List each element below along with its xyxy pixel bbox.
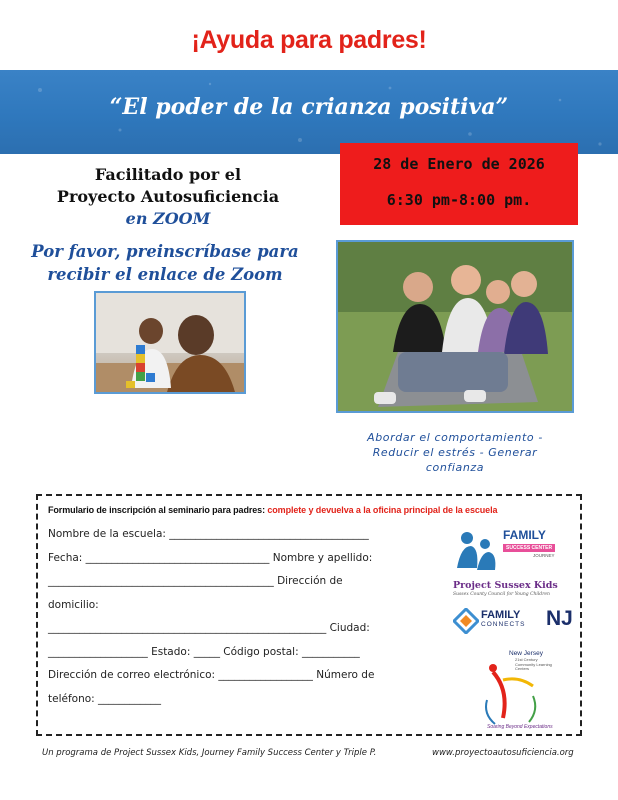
connects-diamond-icon [453, 608, 479, 634]
form-line-address[interactable]: ___________________________________________ Dirección de [48, 575, 343, 587]
family-illustration [338, 242, 574, 413]
form-fields [48, 523, 413, 711]
title-banner [0, 70, 618, 154]
family-success-center-logo [453, 526, 578, 578]
footer-website-link[interactable]: www.proyectoautosuficiencia.org [432, 748, 574, 758]
psk-tagline: Sussex County Council for Young Children [453, 592, 550, 597]
banner-title: “El poder de la crianza positiva” [109, 94, 509, 120]
soaring-figure-icon [473, 657, 553, 730]
fsc-journey-text: JOURNEY [533, 553, 555, 558]
nj21-slogan: Soaring Beyond Expectations [487, 724, 553, 730]
facilitator-line-1: Facilitado por el [94, 165, 242, 184]
caption-line-2: Reducir el estrés - Generar [372, 446, 538, 459]
photo-caption [330, 430, 580, 475]
family-photo [336, 240, 574, 413]
nj-21st-century-logo [453, 650, 578, 730]
form-title-instruction: complete y devuelva a la oficina principal de la escuela [267, 505, 498, 515]
nj21-state-text: New Jersey [509, 650, 543, 657]
prereg-line-1: Por favor, preinscríbase para [31, 242, 299, 261]
caption-line-3: confianza [425, 461, 485, 474]
form-line-city[interactable]: _____________________________________________________ Ciudad: [48, 622, 370, 634]
nj21-program-text: 21st Century Community Learning Centers [515, 657, 552, 671]
event-time: 6:30 pm-8:00 pm. [386, 191, 532, 209]
father-child-photo [94, 291, 246, 394]
form-line-phone[interactable]: teléfono: ____________ [48, 692, 162, 705]
form-line-email-phone[interactable]: Dirección de correo electrónico: __________________ Número de [48, 669, 375, 681]
father-child-illustration [96, 293, 246, 394]
form-title-label: Formulario de inscripción al seminario para padres: [48, 505, 265, 515]
fsc-family-text: FAMILY [503, 528, 546, 542]
form-title [48, 505, 497, 515]
psk-name: Project Sussex Kids [453, 580, 558, 591]
form-line-domicile: domicilio: [48, 598, 99, 611]
facilitator-line-3: en ZOOM [125, 209, 211, 228]
facilitator-block [18, 164, 318, 230]
form-line-school[interactable]: Nombre de la escuela: ______________________________________ [48, 528, 369, 540]
project-sussex-kids-logo [453, 580, 578, 597]
prereg-line-2: recibir el enlace de Zoom [47, 265, 283, 284]
event-date-box [340, 143, 578, 225]
event-date: 28 de Enero de 2026 [373, 155, 545, 173]
form-line-date-name[interactable]: Fecha: ___________________________________ Nombre y apellido: [48, 551, 373, 564]
preregistration-note [10, 240, 320, 286]
fc-nj-text: NJ [546, 607, 573, 630]
family-connects-nj-logo [453, 606, 578, 636]
registration-form [36, 494, 582, 736]
facilitator-line-2: Proyecto Autosuficiencia [56, 187, 280, 206]
fc-family-text: FAMILY [481, 609, 521, 621]
page-headline: ¡Ayuda para padres! [191, 26, 427, 54]
fc-connects-text: CONNECTS [481, 621, 526, 628]
fsc-center-text: SUCCESS CENTER [503, 544, 555, 552]
form-line-state-zip[interactable]: ___________________ Estado: _____ Código postal: ___________ [48, 645, 360, 658]
caption-line-1: Abordar el comportamiento - [367, 431, 543, 444]
footer-program-credit: Un programa de Project Sussex Kids, Journey Family Success Center y Triple P. [42, 748, 377, 758]
family-figures-icon [453, 526, 501, 576]
